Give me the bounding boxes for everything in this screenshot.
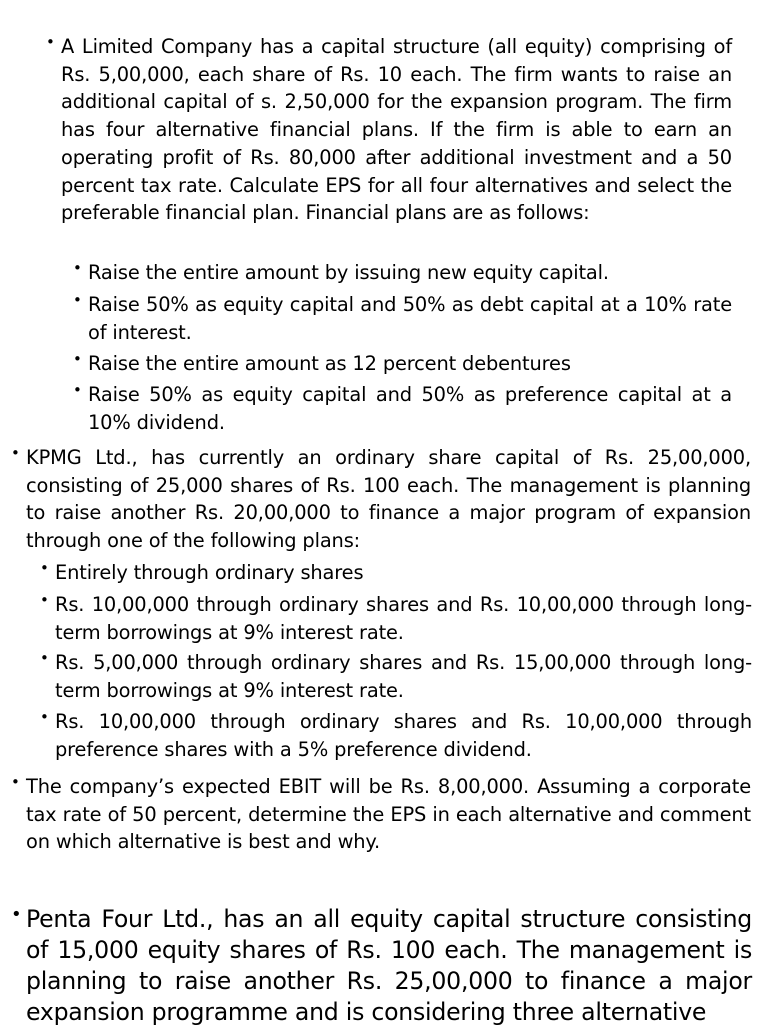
problem3-intro-item <box>11 904 752 1028</box>
bullet-icon: • <box>11 904 22 925</box>
problem1-plan-text: Raise 50% as equity capital and 50% as debt capital at a 10% rate of interest. <box>88 293 732 344</box>
problem2-plan-2 <box>40 591 752 646</box>
bullet-icon: • <box>73 350 82 368</box>
problem1-plan-text: Raise the entire amount as 12 percent debentures <box>88 352 571 375</box>
bullet-icon: • <box>40 649 49 667</box>
bullet-icon: • <box>40 591 49 609</box>
problem2-plan-1 <box>40 559 752 587</box>
problem2-plan-text: Rs. 10,00,000 through ordinary shares and Rs. 10,00,000 through long-term borrowings at 9% interest rate. <box>55 593 752 644</box>
problem3-intro-text: Penta Four Ltd., has an all equity capital structure consisting of 15,000 equity shares of Rs. 100 each. The management is planning to raise another Rs. 25,00,000 to finance a major expansion programme and is considering three alternative <box>26 905 752 1026</box>
problem2-plan-text: Entirely through ordinary shares <box>55 561 364 584</box>
problem1-intro-item <box>46 33 732 227</box>
bullet-icon: • <box>73 381 82 399</box>
problem2-question-item <box>11 773 751 856</box>
bullet-icon: • <box>73 259 82 277</box>
bullet-icon: • <box>46 33 55 51</box>
problem1-plan-2 <box>73 291 732 346</box>
problem2-plan-text: Rs. 5,00,000 through ordinary shares and Rs. 15,00,000 through long-term borrowings at 9% interest rate. <box>55 651 752 702</box>
problem1-plan-1 <box>73 259 732 287</box>
bullet-icon: • <box>11 773 20 791</box>
bullet-icon: • <box>11 444 20 462</box>
problem2-plan-text: Rs. 10,00,000 through ordinary shares and Rs. 10,00,000 through preference shares with a 5% preference dividend. <box>55 710 752 761</box>
bullet-icon: • <box>40 708 49 726</box>
problem2-plan-4 <box>40 708 752 763</box>
problem2-intro-text: KPMG Ltd., has currently an ordinary share capital of Rs. 25,00,000, consisting of 25,000 shares of Rs. 100 each. The management is planning to raise another Rs. 20,00,000 to finance a major program of expansion through one of the following plans: <box>26 446 751 553</box>
problem2-plan-3 <box>40 649 752 704</box>
problem1-plan-text: Raise 50% as equity capital and 50% as preference capital at a 10% dividend. <box>88 383 732 434</box>
bullet-icon: • <box>40 559 49 577</box>
problem1-plan-3 <box>73 350 732 378</box>
problem2-question-text: The company’s expected EBIT will be Rs. 8,00,000. Assuming a corporate tax rate of 50 percent, determine the EPS in each alternative and comment on which alternative is best and why. <box>26 775 751 854</box>
problem1-intro-text: A Limited Company has a capital structure (all equity) comprising of Rs. 5,00,000, each share of Rs. 10 each. The firm wants to raise an additional capital of s. 2,50,000 for the expansion program. The firm has four alternative financial plans. If the firm is able to earn an operating profit of Rs. 80,000 after additional investment and a 50 percent tax rate. Calculate EPS for all four alternatives and select the preferable financial plan. Financial plans are as follows: <box>61 35 732 225</box>
bullet-icon: • <box>73 291 82 309</box>
problem1-plan-text: Raise the entire amount by issuing new equity capital. <box>88 261 609 284</box>
problem2-intro-item <box>11 444 751 555</box>
problem1-plan-4 <box>73 381 732 436</box>
